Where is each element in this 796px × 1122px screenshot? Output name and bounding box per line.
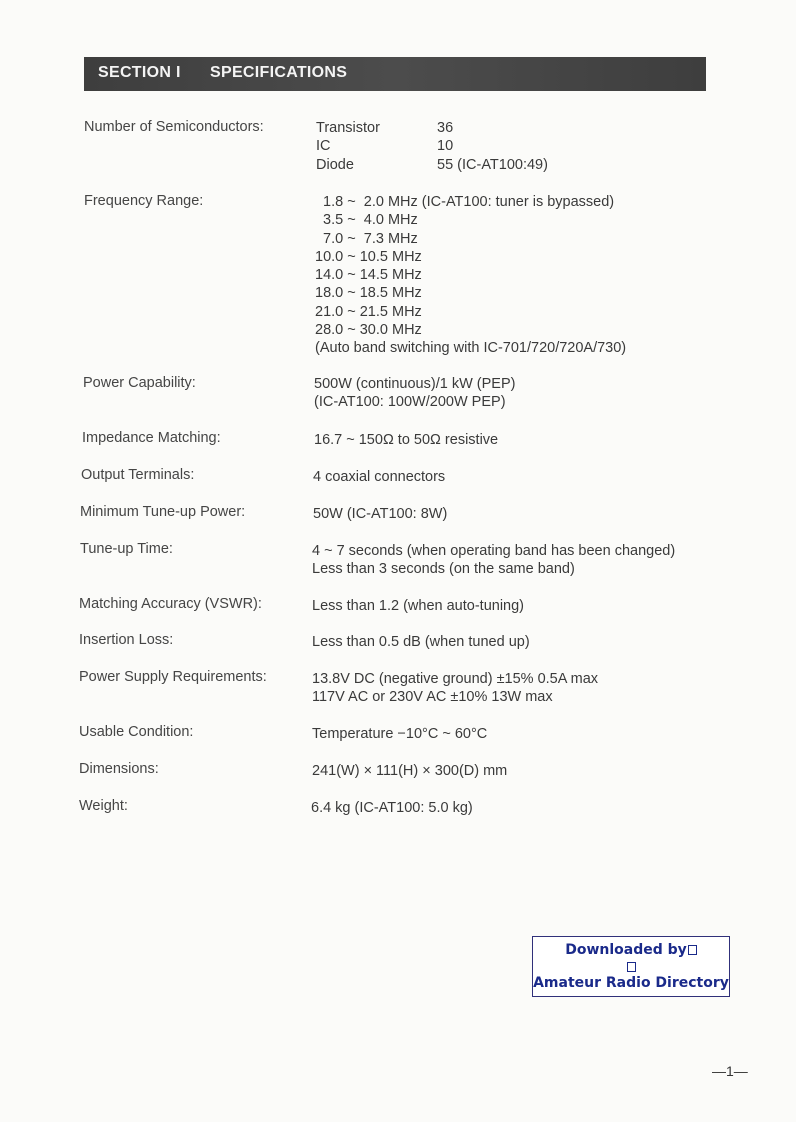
tune-time-line: 4 ~ 7 seconds (when operating band has been changed): [312, 543, 676, 559]
section-header: [84, 57, 706, 91]
section-title: SPECIFICATIONS: [210, 64, 348, 81]
download-credit-line: [533, 942, 729, 959]
min-tune-power-label: Minimum Tune-up Power:: [80, 504, 246, 520]
semiconductor-count: 10: [437, 138, 454, 155]
usable-condition-label: Usable Condition:: [79, 724, 194, 740]
section-number: SECTION I: [98, 64, 181, 81]
download-credit-source: Amateur Radio Directory: [533, 975, 729, 991]
frequency-line: 21.0 ~ 21.5 MHz: [315, 303, 422, 320]
min-tune-power-value: 50W (IC-AT100: 8W): [313, 506, 448, 522]
semiconductors-table: [316, 119, 548, 174]
semiconductor-type: Diode: [316, 156, 354, 173]
weight-label: Weight:: [79, 798, 128, 814]
dimensions-label: Dimensions:: [79, 761, 159, 777]
power-supply-line: 13.8V DC (negative ground) ±15% 0.5A max: [312, 671, 599, 687]
download-credit-text: Downloaded by: [565, 942, 687, 958]
frequency-line: 3.5 ~ 4.0 MHz: [315, 212, 418, 229]
insertion-loss-value: Less than 0.5 dB (when tuned up): [312, 634, 530, 650]
frequency-list: [315, 193, 626, 358]
frequency-line: 18.0 ~ 18.5 MHz: [315, 285, 422, 302]
power-capability-value: [314, 375, 515, 412]
frequency-note: (Auto band switching with IC-701/720/720A/730): [315, 340, 627, 357]
weight-value: 6.4 kg (IC-AT100: 5.0 kg): [311, 800, 473, 816]
frequency-line: 14.0 ~ 14.5 MHz: [315, 267, 422, 284]
output-terminals-label: Output Terminals:: [81, 467, 195, 483]
power-supply-value: [312, 670, 598, 707]
insertion-loss-label: Insertion Loss:: [79, 632, 174, 648]
impedance-value: 16.7 ~ 150Ω to 50Ω resistive: [314, 432, 499, 448]
frequency-line: 28.0 ~ 30.0 MHz: [315, 322, 422, 339]
semiconductor-type: IC: [316, 138, 331, 155]
semiconductor-row: [316, 137, 548, 155]
power-capability-label: Power Capability:: [83, 375, 196, 391]
semiconductor-row: [316, 119, 548, 137]
missing-glyph-icon: [688, 945, 697, 955]
semiconductor-count: 36: [437, 120, 454, 136]
frequency-line: 1.8 ~ 2.0 MHz (IC-AT100: tuner is bypassed): [315, 194, 615, 210]
matching-accuracy-value: Less than 1.2 (when auto-tuning): [312, 598, 524, 614]
dimensions-value: 241(W) × 111(H) × 300(D) mm: [312, 763, 508, 779]
download-credit-spacer: [533, 959, 729, 976]
missing-glyph-icon: [627, 962, 636, 972]
power-capability-line: 500W (continuous)/1 kW (PEP): [314, 376, 516, 392]
semiconductor-type: Transistor: [316, 120, 380, 136]
semiconductors-label: Number of Semiconductors:: [84, 119, 264, 135]
frequency-line: 10.0 ~ 10.5 MHz: [315, 248, 422, 265]
tune-time-line: Less than 3 seconds (on the same band): [312, 561, 575, 578]
page-number: —1—: [712, 1063, 748, 1079]
output-terminals-value: 4 coaxial connectors: [313, 469, 446, 485]
tune-time-value: [312, 542, 675, 579]
frequency-line: 7.0 ~ 7.3 MHz: [315, 230, 418, 247]
frequency-label: Frequency Range:: [84, 193, 204, 209]
semiconductor-row: [316, 156, 548, 174]
usable-condition-value: Temperature −10°C ~ 60°C: [312, 726, 488, 742]
power-supply-line: 117V AC or 230V AC ±10% 13W max: [312, 689, 553, 706]
semiconductor-count: 55 (IC-AT100:49): [437, 156, 548, 173]
tune-time-label: Tune-up Time:: [80, 541, 173, 557]
power-capability-line: (IC-AT100: 100W/200W PEP): [314, 394, 506, 411]
matching-accuracy-label: Matching Accuracy (VSWR):: [79, 596, 262, 612]
download-credit-box: [532, 936, 730, 997]
power-supply-label: Power Supply Requirements:: [79, 669, 267, 685]
impedance-label: Impedance Matching:: [82, 430, 221, 446]
